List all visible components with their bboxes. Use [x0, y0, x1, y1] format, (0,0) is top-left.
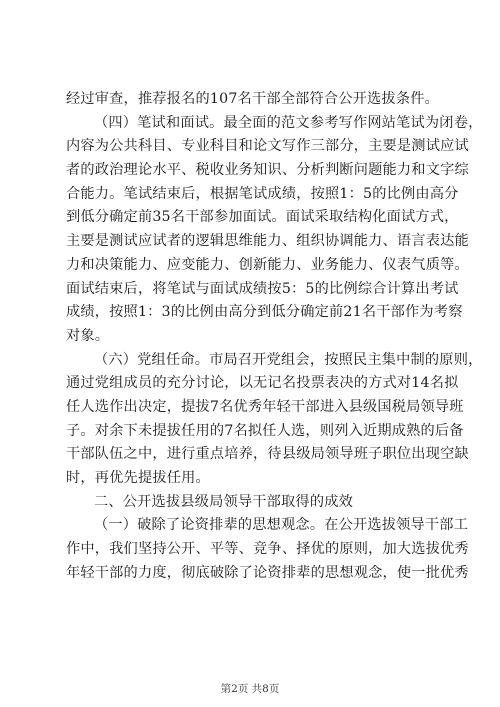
text-line: （一）破除了论资排辈的思想观念。在公开选拔领导干部工 [94, 517, 469, 534]
text-line: 主要是测试应试者的逻辑思维能力、组织协调能力、语言表达能 [66, 233, 469, 250]
text-line: 干部队伍之中，进行重点培养，待县级局领导班子职位出现空缺 [66, 446, 469, 463]
text-line: 成绩，按照1：3的比例由高分到低分确定前21名干部作为考察 [66, 304, 463, 321]
text-line: 对象。 [66, 327, 110, 344]
text-line: 到低分确定前35名干部参加面试。面试采取结构化面试方式， [66, 209, 459, 226]
text-line: 任人选作出决定，提拔7名优秀年轻干部进入县级国税局领导班 [66, 398, 464, 415]
text-line: （四）笔试和面试。最全面的范文参考写作网站笔试为闭卷， [94, 114, 483, 131]
text-line: 合能力。笔试结束后，根据笔试成绩，按照1：5的比例由高分 [66, 185, 459, 202]
text-line: 面试结束后，将笔试与面试成绩按5：5的比例综合计算出考试 [66, 280, 459, 297]
text-line: 子。对余下未提拔任用的7名拟任人选，则列入近期成熟的后备 [66, 422, 464, 439]
text-line: 通过党组成员的充分讨论，以无记名投票表决的方式对14名拟 [66, 375, 459, 392]
text-line: 力和决策能力、应变能力、创新能力、业务能力、仪表气质等。 [66, 256, 469, 273]
text-line: 时，再优先提拔任用。 [66, 470, 210, 486]
page-footer: 第2页 共8页 [220, 683, 280, 695]
text-line: 作中，我们坚持公开、平等、竞争、择优的原则，加大选拔优秀 [66, 541, 469, 558]
text-line: 年轻干部的力度，彻底破除了论资排辈的思想观念，使一批优秀 [66, 564, 469, 581]
text-line: 经过审查，推荐报名的107名干部全部符合公开选拔条件。 [66, 91, 439, 107]
text-line: 者的政治理论水平、税收业务知识、分析判断问题能力和文字综 [66, 162, 469, 179]
document-body [66, 88, 483, 585]
text-line: （六）党组任命。市局召开党组会，按照民主集中制的原则， [94, 351, 483, 368]
text-line: 内容为公共科目、专业科目和论文写作三部分，主要是测试应试 [66, 138, 469, 155]
text-line: 二、公开选拔县级局领导干部取得的成效 [94, 493, 353, 510]
